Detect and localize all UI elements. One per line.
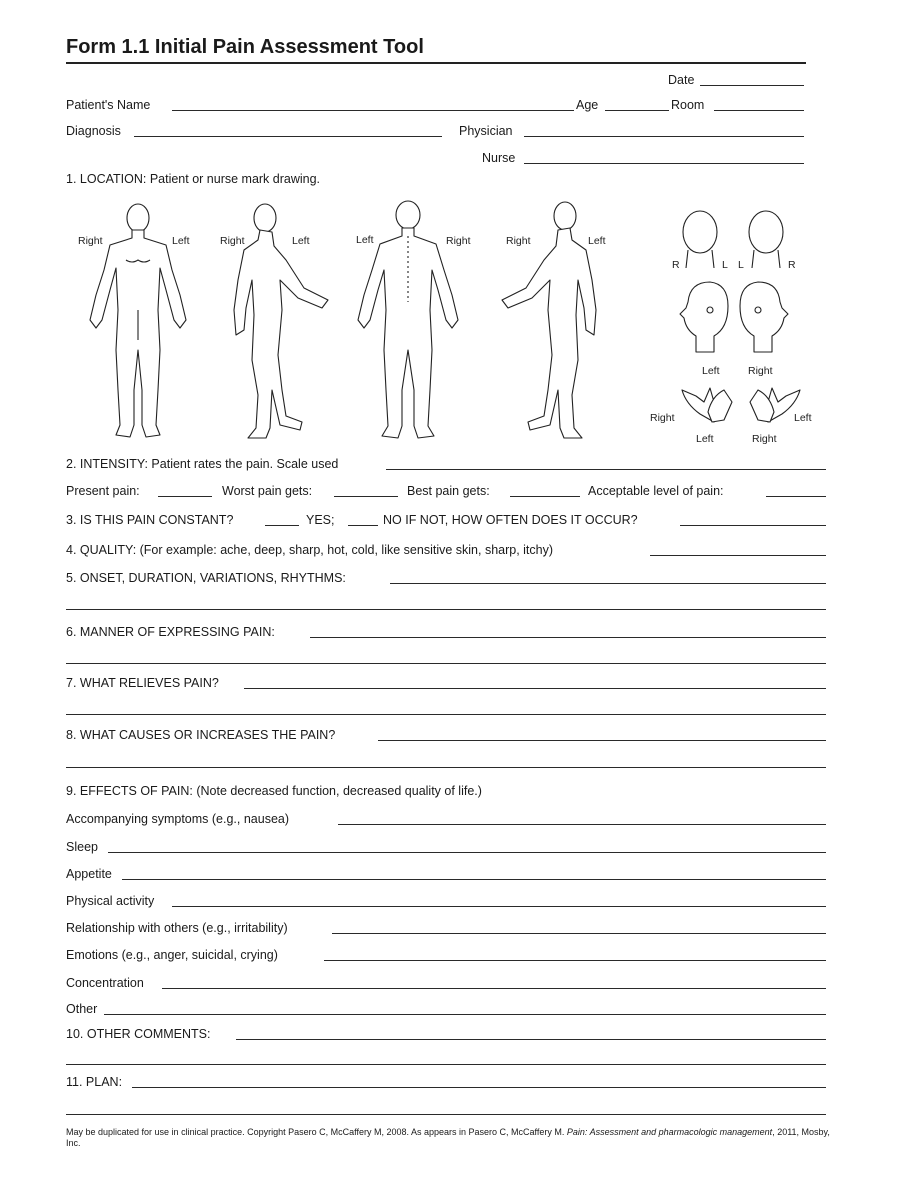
- copyright-footer: [66, 1127, 836, 1149]
- diagnosis-label: Diagnosis: [66, 124, 121, 138]
- other-field[interactable]: [104, 1014, 826, 1015]
- room-field[interactable]: [714, 110, 804, 111]
- physician-field[interactable]: [524, 136, 804, 137]
- accompanying-label: Accompanying symptoms (e.g., nausea): [66, 812, 290, 826]
- relationship-label: Relationship with others (e.g., irritability): [66, 921, 288, 935]
- constant-no-field[interactable]: [348, 525, 378, 526]
- onset-label: 5. ONSET, DURATION, VARIATIONS, RHYTHMS:: [66, 571, 346, 585]
- sleep-field[interactable]: [108, 852, 826, 853]
- relieves-field-2[interactable]: [66, 714, 826, 715]
- quality-field[interactable]: [650, 555, 826, 556]
- concentration-label: Concentration: [66, 976, 144, 990]
- manner-label: 6. MANNER OF EXPRESSING PAIN:: [66, 625, 275, 639]
- body-side-right-figure[interactable]: [234, 204, 328, 438]
- room-label: Room: [671, 98, 705, 112]
- head-front-r-label: R: [672, 259, 680, 271]
- location-heading: 1. LOCATION: Patient or nurse mark drawing.: [66, 172, 321, 186]
- age-label: Age: [576, 98, 599, 112]
- causes-label: 8. WHAT CAUSES OR INCREASES THE PAIN?: [66, 728, 336, 742]
- patient-name-field[interactable]: [172, 110, 574, 111]
- plan-field-2[interactable]: [66, 1114, 826, 1115]
- fig4-right-label: Right: [506, 235, 531, 247]
- footer-book-title: Pain: Assessment and pharmacologic management: [566, 1127, 773, 1137]
- acceptable-pain-field[interactable]: [766, 496, 826, 497]
- plan-field[interactable]: [132, 1087, 826, 1088]
- fig3-left-label: Left: [356, 234, 374, 246]
- emotions-label: Emotions (e.g., anger, suicidal, crying): [66, 948, 278, 962]
- footer-text-1: May be duplicated for use in clinical practice. Copyright Pasero C, McCaffery M, 2008. As appears in Pasero C, McCaffery M.: [66, 1127, 565, 1137]
- fig3-right-label: Right: [446, 235, 471, 247]
- footer-text-2: , 2011, Mosby, Inc.: [66, 1127, 830, 1148]
- body-diagram[interactable]: [60, 190, 840, 460]
- relationship-field[interactable]: [332, 933, 826, 934]
- constant-yes-label: YES;: [306, 513, 335, 527]
- onset-field[interactable]: [390, 583, 826, 584]
- patient-name-label: Patient's Name: [66, 98, 151, 112]
- age-field[interactable]: [605, 110, 669, 111]
- causes-field[interactable]: [378, 740, 826, 741]
- nurse-field[interactable]: [524, 163, 804, 164]
- diagnosis-field[interactable]: [134, 136, 442, 137]
- hands-figure[interactable]: [682, 388, 800, 422]
- present-pain-field[interactable]: [158, 496, 212, 497]
- onset-field-2[interactable]: [66, 609, 826, 610]
- relieves-label: 7. WHAT RELIEVES PAIN?: [66, 676, 219, 690]
- head-back-l-label: L: [738, 259, 744, 271]
- form-title: Form 1.1 Initial Pain Assessment Tool: [66, 36, 424, 58]
- comments-field[interactable]: [236, 1039, 826, 1040]
- head-back-r-label: R: [788, 259, 796, 271]
- hand-right-label: Right: [650, 412, 675, 424]
- fig1-left-label: Left: [172, 235, 190, 247]
- present-pain-label: Present pain:: [66, 484, 140, 498]
- fig2-right-label: Right: [220, 235, 245, 247]
- accompanying-field[interactable]: [338, 824, 826, 825]
- nurse-label: Nurse: [482, 151, 516, 165]
- plan-label: 11. PLAN:: [66, 1075, 123, 1089]
- worst-pain-label: Worst pain gets:: [222, 484, 313, 498]
- how-often-field[interactable]: [680, 525, 826, 526]
- physical-activity-label: Physical activity: [66, 894, 155, 908]
- appetite-label: Appetite: [66, 867, 112, 881]
- comments-field-2[interactable]: [66, 1064, 826, 1065]
- title-rule: [66, 62, 806, 64]
- date-field[interactable]: [700, 85, 804, 86]
- effects-heading: 9. EFFECTS OF PAIN: (Note decreased function, decreased quality of life.): [66, 784, 482, 798]
- head-side-left-figure[interactable]: [680, 282, 728, 352]
- comments-label: 10. OTHER COMMENTS:: [66, 1027, 211, 1041]
- emotions-field[interactable]: [324, 960, 826, 961]
- intensity-heading: 2. INTENSITY: Patient rates the pain. Scale used: [66, 457, 339, 471]
- date-label: Date: [668, 73, 695, 87]
- best-pain-label: Best pain gets:: [407, 484, 490, 498]
- sleep-label: Sleep: [66, 840, 98, 854]
- constant-no-label: NO IF NOT, HOW OFTEN DOES IT OCCUR?: [383, 513, 638, 527]
- quality-label: 4. QUALITY: (For example: ache, deep, sharp, hot, cold, like sensitive skin, sharp, itchy): [66, 543, 554, 557]
- fig1-right-label: Right: [78, 235, 103, 247]
- fig2-left-label: Left: [292, 235, 310, 247]
- concentration-field[interactable]: [162, 988, 826, 989]
- constant-question: 3. IS THIS PAIN CONSTANT?: [66, 513, 234, 527]
- manner-field-2[interactable]: [66, 663, 826, 664]
- head-side-right-label: Right: [748, 365, 773, 377]
- head-back-figure[interactable]: [749, 211, 783, 268]
- scale-used-field[interactable]: [386, 469, 826, 470]
- hand-right2-label: Right: [752, 433, 777, 445]
- constant-yes-field[interactable]: [265, 525, 299, 526]
- fig4-left-label: Left: [588, 235, 606, 247]
- head-side-right-figure[interactable]: [740, 282, 788, 352]
- hand-left-label: Left: [794, 412, 812, 424]
- head-front-figure[interactable]: [683, 211, 717, 268]
- physical-activity-field[interactable]: [172, 906, 826, 907]
- other-label: Other: [66, 1002, 98, 1016]
- head-front-l-label: L: [722, 259, 728, 271]
- head-side-left-label: Left: [702, 365, 720, 377]
- appetite-field[interactable]: [122, 879, 826, 880]
- worst-pain-field[interactable]: [334, 496, 398, 497]
- relieves-field[interactable]: [244, 688, 826, 689]
- acceptable-pain-label: Acceptable level of pain:: [588, 484, 724, 498]
- best-pain-field[interactable]: [510, 496, 580, 497]
- physician-label: Physician: [459, 124, 513, 138]
- manner-field[interactable]: [310, 637, 826, 638]
- causes-field-2[interactable]: [66, 767, 826, 768]
- hand-left2-label: Left: [696, 433, 714, 445]
